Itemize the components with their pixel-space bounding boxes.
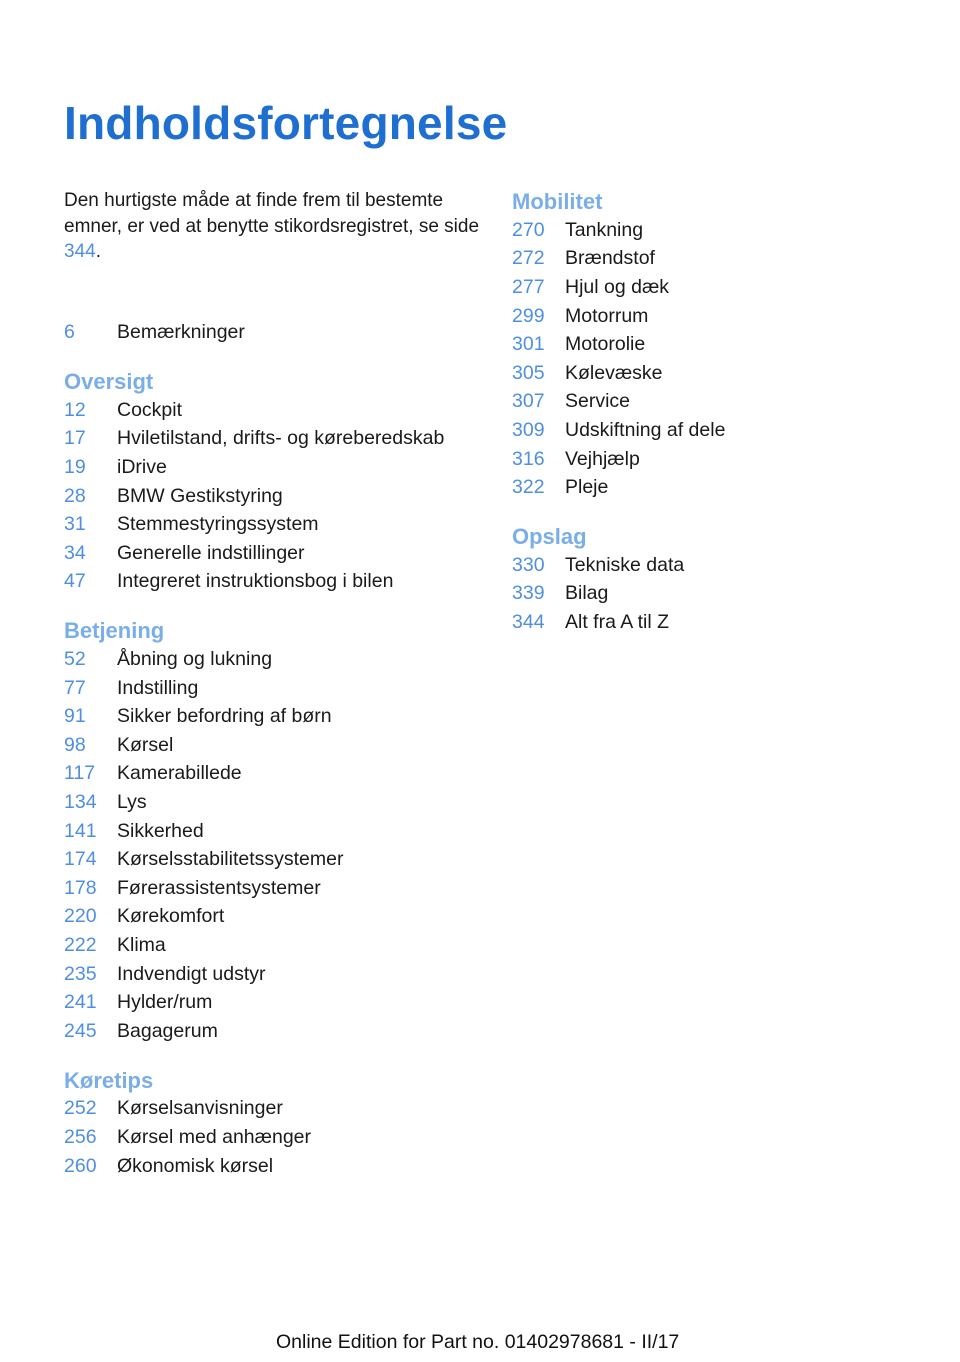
toc-page-number: 134 (64, 791, 97, 814)
toc-entry-label: Indvendigt udstyr (117, 962, 266, 985)
toc-entry[interactable] (64, 453, 484, 482)
toc-page-number: 256 (64, 1125, 97, 1148)
toc-page-number: 241 (64, 991, 97, 1014)
toc-entry-label: Integreret instruktionsbog i bilen (117, 570, 394, 593)
toc-page-number: 299 (512, 304, 545, 327)
intro-end: . (95, 241, 101, 262)
toc-entry[interactable] (64, 645, 484, 674)
toc-page-number: 220 (64, 905, 97, 928)
toc-page-number: 307 (512, 390, 545, 413)
toc-entry[interactable] (64, 760, 484, 789)
toc-entry[interactable] (512, 551, 932, 580)
toc-page-number: 174 (64, 848, 97, 871)
toc-page-number: 77 (64, 676, 86, 699)
toc-entry[interactable] (64, 960, 484, 989)
toc-entry-label: BMW Gestikstyring (117, 484, 283, 507)
toc-entry-label: Åbning og lukning (117, 648, 273, 671)
toc-entry[interactable] (64, 731, 484, 760)
toc-entry[interactable] (64, 845, 484, 874)
section-heading: Betjening (64, 618, 165, 644)
toc-entry[interactable] (64, 903, 484, 932)
toc-page-number: 330 (512, 553, 545, 576)
toc-page-number: 260 (64, 1154, 97, 1177)
toc-page-number: 272 (512, 247, 545, 270)
toc-entry-label: Kølevæske (565, 361, 663, 384)
toc-page-number: 222 (64, 933, 97, 956)
toc-entry[interactable] (64, 988, 484, 1017)
toc-page-number: 141 (64, 819, 97, 842)
toc-entry-label: Bilag (565, 582, 609, 605)
toc-entry[interactable] (512, 445, 932, 474)
toc-entry-label: iDrive (117, 456, 167, 479)
toc-page-number: 301 (512, 333, 545, 356)
toc-entry-label: Kørsel (117, 733, 174, 756)
toc-page-number: 91 (64, 705, 86, 728)
section-heading: Opslag (512, 523, 587, 549)
toc-entry[interactable] (512, 273, 932, 302)
toc-entry-label: Vejhjælp (565, 447, 640, 470)
section-heading: Oversigt (64, 369, 154, 395)
toc-entry[interactable] (64, 396, 484, 425)
toc-page-number: 235 (64, 962, 97, 985)
toc-entry[interactable] (512, 580, 932, 609)
toc-page-number: 252 (64, 1097, 97, 1120)
toc-entry-label: Sikker befordring af børn (117, 705, 332, 728)
toc-page-number: 47 (64, 570, 86, 593)
toc-page-number: 28 (64, 484, 86, 507)
toc-entry[interactable] (64, 510, 484, 539)
toc-entry-notes[interactable] (64, 319, 484, 348)
toc-entry-label: Kørekomfort (117, 905, 225, 928)
toc-entry[interactable] (64, 1017, 484, 1046)
toc-entry-label: Lys (117, 791, 147, 814)
toc-entry-label: Motorolie (565, 333, 646, 356)
toc-entry-label: Hylder/rum (117, 991, 213, 1014)
toc-entry[interactable] (512, 473, 932, 502)
toc-entry-label: Førerassistentsystemer (117, 876, 321, 899)
toc-page-number: 245 (64, 1019, 97, 1042)
toc-page-number: 52 (64, 648, 86, 671)
toc-page-number: 17 (64, 427, 86, 450)
toc-entry-label: Pleje (565, 476, 609, 499)
toc-entry-label: Udskiftning af dele (565, 418, 726, 441)
footer-edition: Online Edition for Part no. 01402978681 - II/17 (276, 1331, 680, 1353)
toc-page-number: 6 (64, 321, 75, 344)
toc-page-number: 309 (512, 418, 545, 441)
toc-entry-label: Motorrum (565, 304, 649, 327)
toc-page-number: 12 (64, 398, 86, 421)
toc-entry[interactable] (512, 416, 932, 445)
toc-page-number: 316 (512, 447, 545, 470)
toc-entry[interactable] (512, 302, 932, 331)
toc-entry[interactable] (64, 1152, 484, 1181)
toc-page-number: 31 (64, 513, 86, 536)
toc-right-column (512, 188, 932, 637)
toc-entry-label: Bemærkninger (117, 321, 245, 344)
toc-entry[interactable] (64, 539, 484, 568)
toc-page-number: 117 (64, 762, 96, 785)
toc-entry[interactable] (64, 702, 484, 731)
toc-entry[interactable] (64, 482, 484, 511)
toc-page-number: 305 (512, 361, 545, 384)
toc-entry[interactable] (64, 1123, 484, 1152)
toc-entry[interactable] (64, 568, 484, 597)
toc-entry-label: Generelle indstillinger (117, 541, 305, 564)
toc-entry[interactable] (512, 388, 932, 417)
intro-text: Den hurtigste måde at finde frem til bestemte emner, er ved at benytte stikordsregistret, se side (64, 190, 480, 237)
toc-entry-label: Stemmestyringssystem (117, 513, 319, 536)
toc-entry-label: Hviletilstand, drifts- og køreberedskab (117, 427, 445, 450)
toc-entry[interactable] (512, 216, 932, 245)
toc-entry[interactable] (512, 608, 932, 637)
toc-page-number: 344 (512, 610, 545, 633)
toc-entry-label: Cockpit (117, 398, 183, 421)
toc-entry-label: Sikkerhed (117, 819, 204, 842)
toc-entry[interactable] (64, 931, 484, 960)
toc-entry-label: Alt fra A til Z (565, 610, 670, 633)
toc-left-column (64, 188, 484, 1180)
toc-page-number: 277 (512, 275, 545, 298)
toc-entry-label: Kamerabillede (117, 762, 242, 785)
section-heading: Køretips (64, 1067, 154, 1093)
toc-entry-label: Indstilling (117, 676, 199, 699)
toc-page-number: 19 (64, 456, 86, 479)
toc-entry-label: Tankning (565, 218, 644, 241)
toc-entry-label: Service (565, 390, 631, 413)
toc-entry-label: Tekniske data (565, 553, 685, 576)
toc-entry-label: Bagagerum (117, 1019, 218, 1042)
toc-entry[interactable] (64, 674, 484, 703)
toc-entry-label: Kørselsstabilitetssystemer (117, 848, 344, 871)
toc-entry-label: Kørsel med anhænger (117, 1125, 312, 1148)
toc-entry[interactable] (512, 245, 932, 274)
toc-page-number: 270 (512, 218, 545, 241)
intro-paragraph (64, 188, 484, 265)
toc-entry[interactable] (64, 817, 484, 846)
toc-entry[interactable] (64, 1095, 484, 1124)
toc-entry[interactable] (64, 425, 484, 454)
toc-left-sections (64, 368, 484, 1180)
toc-page-number: 98 (64, 733, 86, 756)
toc-entry[interactable] (64, 874, 484, 903)
toc-page-number: 178 (64, 876, 97, 899)
toc-entry-label: Kørselsanvisninger (117, 1097, 283, 1120)
toc-page-number: 34 (64, 541, 86, 564)
toc-entry[interactable] (512, 359, 932, 388)
toc-entry[interactable] (64, 788, 484, 817)
intro-index-link[interactable]: 344 (64, 241, 96, 262)
page-title: Indholdsfortegnelse (64, 97, 508, 149)
toc-right-sections (512, 188, 932, 637)
toc-entry-label: Klima (117, 933, 166, 956)
section-heading: Mobilitet (512, 189, 603, 214)
toc-entry-label: Hjul og dæk (565, 275, 670, 298)
toc-entry-label: Brændstof (565, 247, 655, 270)
toc-entry[interactable] (512, 330, 932, 359)
toc-page-number: 322 (512, 476, 545, 499)
toc-page-number: 339 (512, 582, 545, 605)
toc-entry-label: Økonomisk kørsel (117, 1154, 274, 1177)
